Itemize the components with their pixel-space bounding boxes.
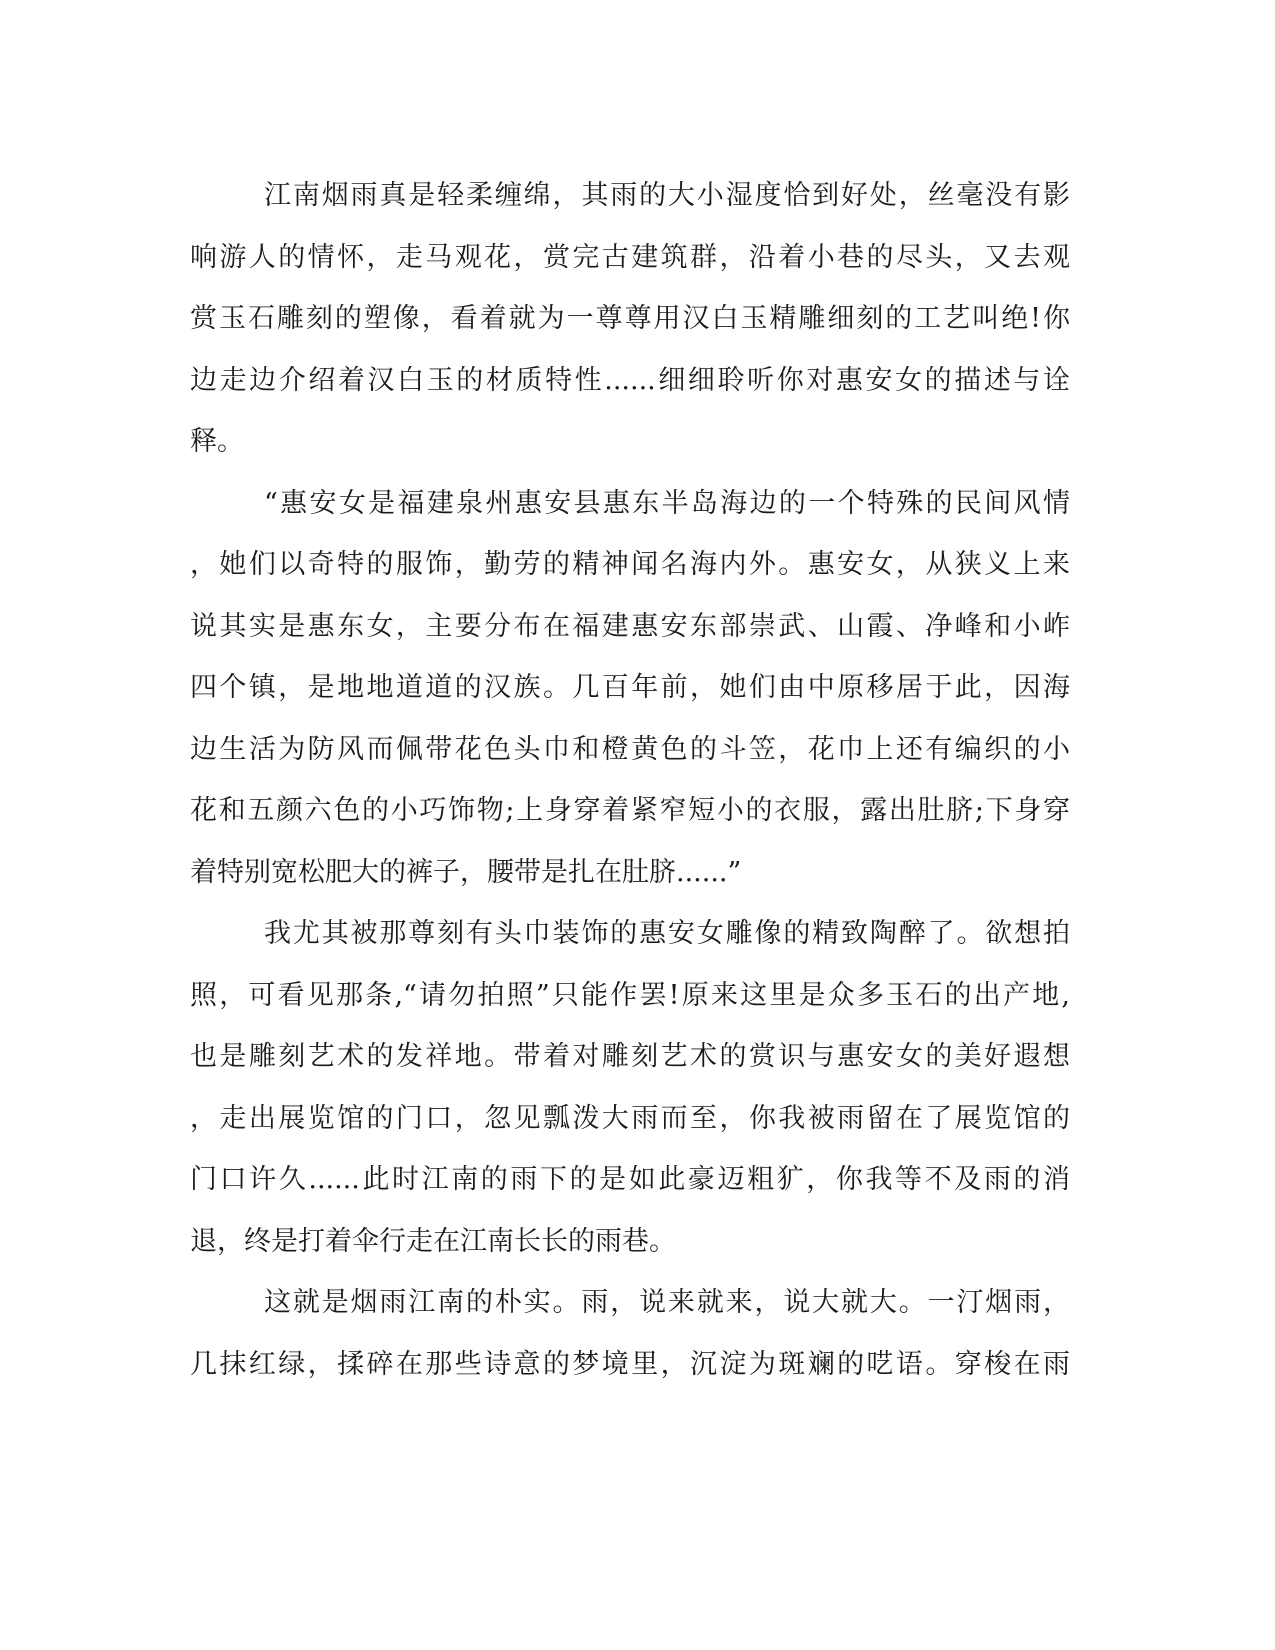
paragraph-line: 释。 [190, 426, 244, 457]
paragraph-line: 说其实是惠东女，主要分布在福建惠安东部崇武、山霞、净峰和小岞 [190, 610, 1070, 642]
document-body [190, 165, 1070, 1395]
paragraph-line: 边生活为防风而佩带花色头巾和橙黄色的斗笠，花巾上还有编织的小 [190, 733, 1070, 765]
paragraph-line: ，她们以奇特的服饰，勤劳的精神闻名海内外。惠安女，从狭义上来 [190, 549, 1070, 580]
paragraph-line: 门口许久......此时江南的雨下的是如此豪迈粗犷，你我等不及雨的消 [190, 1164, 1070, 1195]
paragraph-line: 也是雕刻艺术的发祥地。带着对雕刻艺术的赏识与惠安女的美好遐想 [190, 1041, 1070, 1072]
paragraph-line: 着特别宽松肥大的裤子，腰带是扎在肚脐......” [190, 856, 742, 888]
paragraph-line: 响游人的情怀，走马观花，赏完古建筑群，沿着小巷的尽头，又去观 [190, 241, 1070, 273]
paragraph-line: 花和五颜六色的小巧饰物;上身穿着紧窄短小的衣服，露出肚脐;下身穿 [190, 795, 1070, 826]
paragraph-line: 四个镇，是地地道道的汉族。几百年前，她们由中原移居于此，因海 [190, 672, 1070, 703]
paragraph-line: 边走边介绍着汉白玉的材质特性......细细聆听你对惠安女的描述与诠 [190, 364, 1070, 396]
paragraph-line: 退，终是打着伞行走在江南长长的雨巷。 [190, 1225, 676, 1257]
paragraph-line: “惠安女是福建泉州惠安县惠东半岛海边的一个特殊的民间风情 [264, 487, 1070, 519]
paragraph-line: 江南烟雨真是轻柔缠绵，其雨的大小湿度恰到好处，丝毫没有影 [264, 180, 1070, 211]
paragraph-line: 这就是烟雨江南的朴实。雨，说来就来，说大就大。一汀烟雨， [264, 1287, 1070, 1318]
paragraph-line: 几抹红绿，揉碎在那些诗意的梦境里，沉淀为斑斓的呓语。穿梭在雨 [190, 1348, 1070, 1380]
paragraph-line: 照，可看见那条,“请勿拍照”只能作罢!原来这里是众多玉石的出产地, [190, 979, 1070, 1011]
paragraph-line: ，走出展览馆的门口，忽见瓢泼大雨而至，你我被雨留在了展览馆的 [190, 1102, 1070, 1134]
paragraph-line: 赏玉石雕刻的塑像，看着就为一尊尊用汉白玉精雕细刻的工艺叫绝!你 [190, 303, 1070, 334]
paragraph-line: 我尤其被那尊刻有头巾装饰的惠安女雕像的精致陶醉了。欲想拍 [264, 918, 1070, 949]
